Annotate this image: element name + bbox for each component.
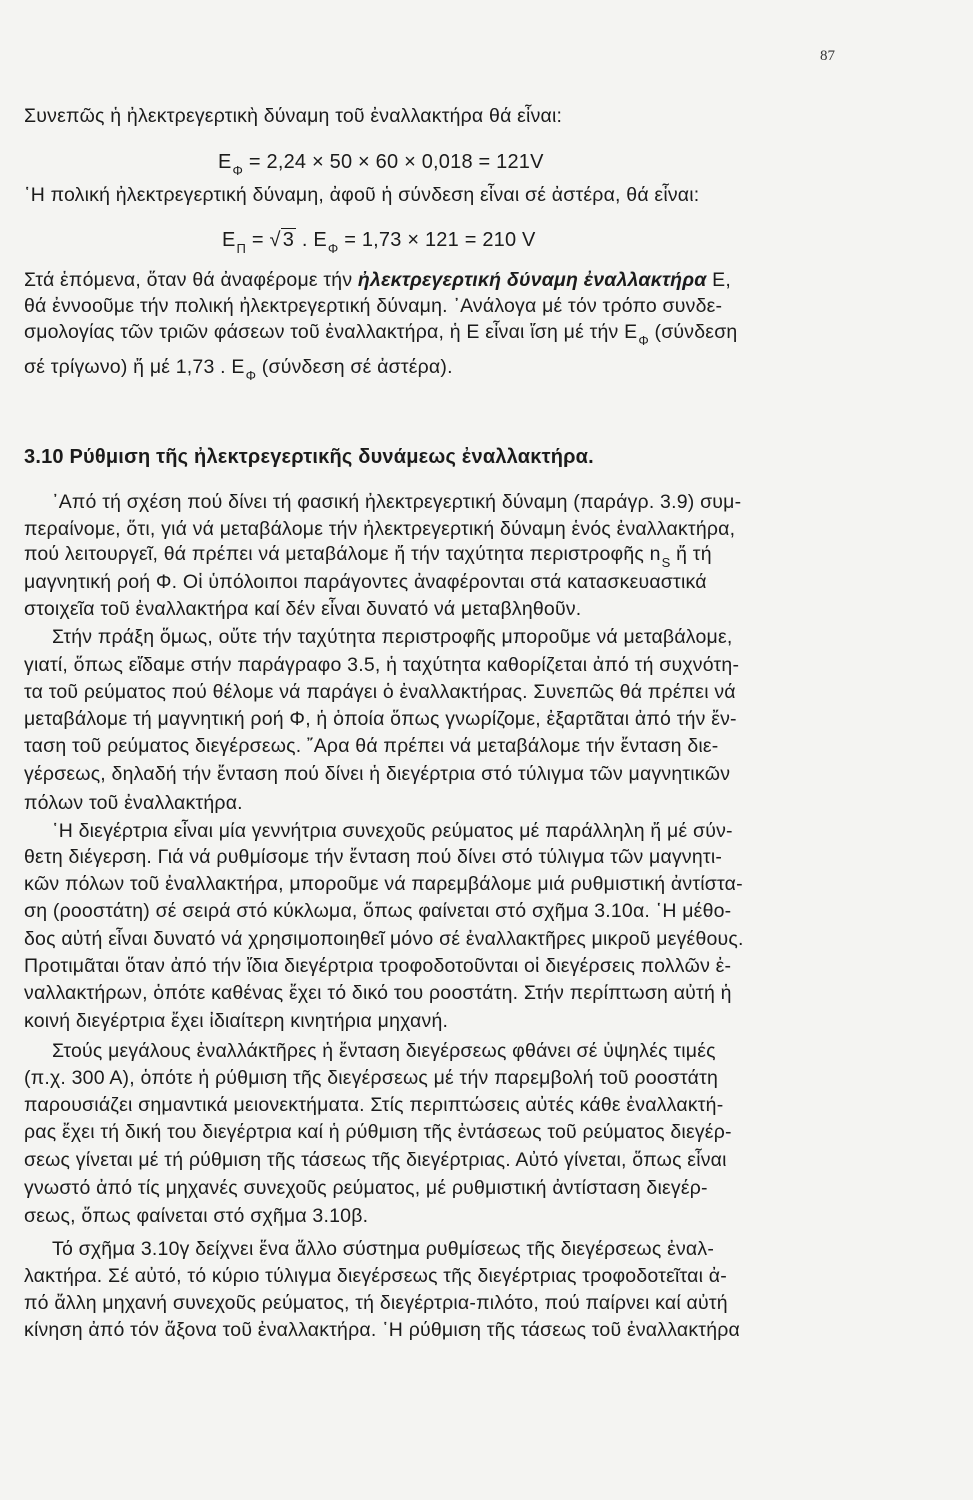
- formula-polar-emf: $E_\Pi$ = √ 3 . $E_\Phi = 1,73 \times 121 = 210$ V: [222, 229, 536, 256]
- text-line: ταση τοῦ ρεύματος διεγέρσεως. ῎Αρα θά πρέπει νά μεταβάλομε τήν ἔνταση διε-: [24, 735, 719, 757]
- text-line: γνωστό ἀπό τίς μηχανές συνεχοῦς ρεύματος, μέ ρυθμιστική ἀντίσταση διεγέρ-: [24, 1177, 708, 1199]
- text-line: ση (ροοστάτη) σέ σειρά στό κύκλωμα, ὅπως φαίνεται στό σχῆμα 3.10α. ῾Η μέθο-: [24, 900, 732, 922]
- text-line: λακτήρα. Σέ αὐτό, τό κύριο τύλιγμα διεγέρσεως τῆς διεγέρτριας τροφοδοτεῖται ἀ-: [24, 1265, 727, 1287]
- text-line: σεως, ὅπως φαίνεται στό σχῆμα 3.10β.: [24, 1205, 369, 1227]
- text-line: Στούς μεγάλους ἐναλλάκτῆρες ἡ ἔνταση διεγέρσεως φθάνει σέ ὑψηλές τιμές: [52, 1040, 716, 1062]
- text-line: περαίνομε, ὅτι, γιά νά μεταβάλομε τήν ἠλεκτρεγερτική δύναμη ἑνός ἐναλλακτήρα,: [24, 518, 736, 540]
- text-line: Προτιμᾶται ὅταν ἀπό τήν ἴδια διεγέρτρια τροφοδοτοῦνται οἱ διεγέρσεις πολλῶν ἐ-: [24, 955, 732, 977]
- text-line: πό ἄλλη μηχανή συνεχοῦς ρεύματος, τή διεγέρτρια-πιλότο, πού παίρνει καί αὐτή: [24, 1292, 728, 1314]
- text-line: (π.χ. 300 Α), ὁπότε ἡ ρύθμιση τῆς διεγέρσεως μέ τήν παρεμβολή τοῦ ροοστάτη: [24, 1067, 719, 1089]
- text-line: Συνεπῶς ἡ ἠλεκτρεγερτικὴ δύναμη τοῦ ἐναλλακτήρα θά εἶναι:: [24, 105, 563, 127]
- text-line: Στά ἑπόμενα, ὅταν θά ἀναφέρομε τήν ἠλεκτρεγερτική δύναμη ἐναλλακτήρα Ε,: [24, 269, 731, 291]
- text-line: σμολογίας τῶν τριῶν φάσεων τοῦ ἐναλλακτήρα, ἡ Ε εἶναι ἴση μέ τήν $E_\Phi$ (σύνδεση: [24, 321, 738, 348]
- text-line: κίνηση ἀπό τόν ἄξονα τοῦ ἐναλλακτήρα. ῾Η ρύθμιση τῆς τάσεως τοῦ ἐναλλακτήρα: [24, 1319, 740, 1341]
- text-line: μαγνητική ροή Φ. Οἱ ὑπόλοιποι παράγοντες ἀναφέρονται στά κατασκευαστικά: [24, 571, 707, 593]
- page-number: 87: [820, 48, 835, 64]
- text-line: γέρσεως, δηλαδή τήν ἔνταση πού δίνει ἡ διεγέρτρια στό τύλιγμα τῶν μαγνητικῶν: [24, 763, 731, 785]
- text-line: ῾Η πολική ἠλεκτρεγερτική δύναμη, ἀφοῦ ἡ σύνδεση εἶναι σέ ἀστέρα, θά εἶναι:: [24, 184, 700, 206]
- text-line: παρουσιάζει σημαντικά μειονεκτήματα. Στίς περιπτώσεις αὐτές κάθε ἐναλλακτή-: [24, 1094, 724, 1116]
- text-line: σεως γίνεται μέ τή ρύθμιση τῆς τάσεως τῆς διεγέρτριας. Αὐτό γίνεται, ὅπως εἶναι: [24, 1149, 727, 1171]
- text-line: Τό σχῆμα 3.10γ δείχνει ἕνα ἄλλο σύστημα ρυθμίσεως τῆς διεγέρσεως ἐναλ-: [52, 1238, 715, 1260]
- text-line: ρας ἔχει τή δική του διεγέρτρια καί ἡ ρύθμιση τῆς ἐντάσεως τοῦ ρεύματος διεγέρ-: [24, 1121, 732, 1143]
- square-root-icon: √ 3: [269, 229, 295, 251]
- text-line: πόλων τοῦ ἐναλλακτήρα.: [24, 792, 243, 814]
- text-line: θετη διέγερση. Γιά νά ρυθμίσομε τήν ἔνταση πού δίνει στό τύλιγμα τῶν μαγνητι-: [24, 846, 723, 868]
- formula-phase-emf: $E_\Phi = 2,24 \times 50 \times 60 \times 0,018 = 121V$: [218, 151, 544, 178]
- text-line: κῶν πόλων τοῦ ἐναλλακτήρα, μποροῦμε νά παρεμβάλομε μιά ρυθμιστική ἀντίστα-: [24, 873, 743, 895]
- text-line: ναλλακτήρων, ὁπότε καθένας ἔχει τό δικό του ροοστάτη. Στήν περίπτωση αὐτή ἡ: [24, 982, 732, 1004]
- emphasis-term: ἠλεκτρεγερτική δύναμη ἐναλλακτήρα: [357, 269, 707, 291]
- text-line: Στήν πράξη ὅμως, οὔτε τήν ταχύτητα περιστροφῆς μποροῦμε νά μεταβάλομε,: [52, 626, 733, 648]
- text-line: γιατί, ὅπως εἴδαμε στήν παράγραφο 3.5, ἡ ταχύτητα καθορίζεται ἀπό τή συχνότη-: [24, 654, 740, 676]
- text-line: μεταβάλομε τή μαγνητική ροή Φ, ἡ ὁποία ὅπως γνωρίζομε, ἐξαρτᾶται ἀπό τήν ἔν-: [24, 708, 737, 730]
- text-line: κοινή διεγέρτρια ἔχει ἰδιαίτερη κινητήρια μηχανή.: [24, 1010, 449, 1032]
- text-line: τα τοῦ ρεύματος πού θέλομε νά παράγει ὁ ἐναλλακτήρας. Συνεπῶς θά πρέπει νά: [24, 681, 736, 703]
- text-line: ῾Η διεγέρτρια εἶναι μία γεννήτρια συνεχοῦς ρεύματος μέ παράλληλη ἤ μέ σύν-: [52, 820, 733, 842]
- text-line: πού λειτουργεῖ, θά πρέπει νά μεταβάλομε ἤ τήν ταχύτητα περιστροφῆς $n_S$ ἤ τή: [24, 543, 712, 570]
- text-line: δος αὐτή εἶναι δυνατό νά χρησιμοποιηθεῖ μόνο σέ ἐναλλακτῆρες μικροῦ μεγέθους.: [24, 928, 744, 950]
- text-line: ᾿Από τή σχέση πού δίνει τή φασική ἠλεκτρεγερτική δύναμη (παράγρ. 3.9) συμ-: [52, 491, 742, 513]
- text-line: στοιχεῖα τοῦ ἐναλλακτήρα καί δέν εἶναι δυνατό νά μεταβληθοῦν.: [24, 598, 582, 620]
- text-line: σέ τρίγωνο) ἤ μέ 1,73 . $E_\Phi$ (σύνδεση σέ ἀστέρα).: [24, 356, 453, 383]
- section-heading: 3.10 Ρύθμιση τῆς ἠλεκτρεγερτικῆς δυνάμεως ἐναλλακτήρα.: [24, 446, 594, 468]
- text-line: θά ἐννοοῦμε τήν πολική ἠλεκτρεγερτική δύναμη. ᾿Ανάλογα μέ τόν τρόπο συνδε-: [24, 295, 723, 317]
